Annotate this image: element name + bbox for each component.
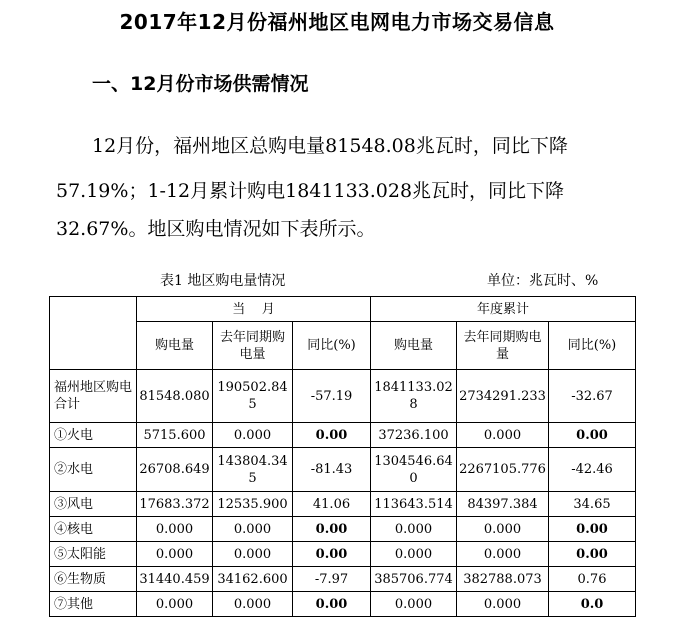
cell: 0.00 [293,517,371,542]
cell: 0.000 [371,592,457,617]
cell: 0.00 [549,517,636,542]
section-heading: 一、12月份市场供需情况 [92,73,309,95]
cell: 0.0 [549,592,636,617]
row-label: ①火电 [50,423,137,448]
table-row [50,423,636,448]
cell: 31440.459 [137,567,213,592]
cell: 37236.100 [371,423,457,448]
paragraph-line: 57.19%；1-12月累计购电1841133.028兆瓦时，同比下降 [56,180,565,202]
table-row [50,492,636,517]
document-title: 2017年12月份福州地区电网电力市场交易信息 [119,10,555,34]
cell: -7.97 [293,567,371,592]
cell: 143804.345 [213,448,293,492]
cell: 0.000 [213,592,293,617]
cell: 41.06 [293,492,371,517]
header-empty-cell [50,297,137,370]
paragraph-line: 12月份，福州地区总购电量81548.08兆瓦时，同比下降 [92,135,568,157]
row-label: ③风电 [50,492,137,517]
table-row [50,542,636,567]
cell: 0.000 [457,592,549,617]
cell: 0.76 [549,567,636,592]
header-ytd-yoy: 同比(%) [549,322,636,370]
header-month-yoy: 同比(%) [293,322,371,370]
cell: 0.00 [293,542,371,567]
cell: 1841133.028 [371,370,457,423]
cell: 0.000 [213,423,293,448]
header-ytd-purchase: 购电量 [371,322,457,370]
row-label: ⑤太阳能 [50,542,137,567]
cell: 0.00 [293,592,371,617]
row-label: ⑥生物质 [50,567,137,592]
cell: 0.00 [549,423,636,448]
cell: -42.46 [549,448,636,492]
header-month: 当 月 [137,297,371,322]
header-month-last-year: 去年同期购电量 [213,322,293,370]
purchase-table [49,296,636,617]
cell: 0.000 [213,517,293,542]
row-label: 福州地区购电合计 [50,370,137,423]
cell: 190502.845 [213,370,293,423]
cell: 0.000 [457,423,549,448]
cell: 0.000 [137,517,213,542]
cell: 34.65 [549,492,636,517]
row-label: ④核电 [50,517,137,542]
cell: 0.00 [549,542,636,567]
cell: 0.00 [293,423,371,448]
table-row [50,517,636,542]
cell: -32.67 [549,370,636,423]
cell: 12535.900 [213,492,293,517]
cell: 5715.600 [137,423,213,448]
cell: 1304546.640 [371,448,457,492]
cell: 0.000 [137,592,213,617]
row-label: ②水电 [50,448,137,492]
cell: 0.000 [457,542,549,567]
table-unit: 单位：兆瓦时、% [487,273,599,289]
header-ytd-last-year: 去年同期购电量 [457,322,549,370]
cell: 382788.073 [457,567,549,592]
cell: 0.000 [213,542,293,567]
paragraph-line: 32.67%。地区购电情况如下表所示。 [56,218,376,240]
cell: 34162.600 [213,567,293,592]
cell: 2267105.776 [457,448,549,492]
cell: 113643.514 [371,492,457,517]
table-row [50,370,636,423]
cell: 17683.372 [137,492,213,517]
table-row [50,448,636,492]
cell: 0.000 [371,542,457,567]
cell: -57.19 [293,370,371,423]
table-caption: 表1 地区购电量情况 [160,273,286,289]
cell: 26708.649 [137,448,213,492]
cell: 0.000 [457,517,549,542]
header-month-purchase: 购电量 [137,322,213,370]
cell: 0.000 [371,517,457,542]
table-row [50,567,636,592]
cell: 385706.774 [371,567,457,592]
cell: 81548.080 [137,370,213,423]
header-ytd: 年度累计 [371,297,636,322]
row-label: ⑦其他 [50,592,137,617]
cell: -81.43 [293,448,371,492]
table-row [50,592,636,617]
cell: 0.000 [137,542,213,567]
cell: 84397.384 [457,492,549,517]
cell: 2734291.233 [457,370,549,423]
